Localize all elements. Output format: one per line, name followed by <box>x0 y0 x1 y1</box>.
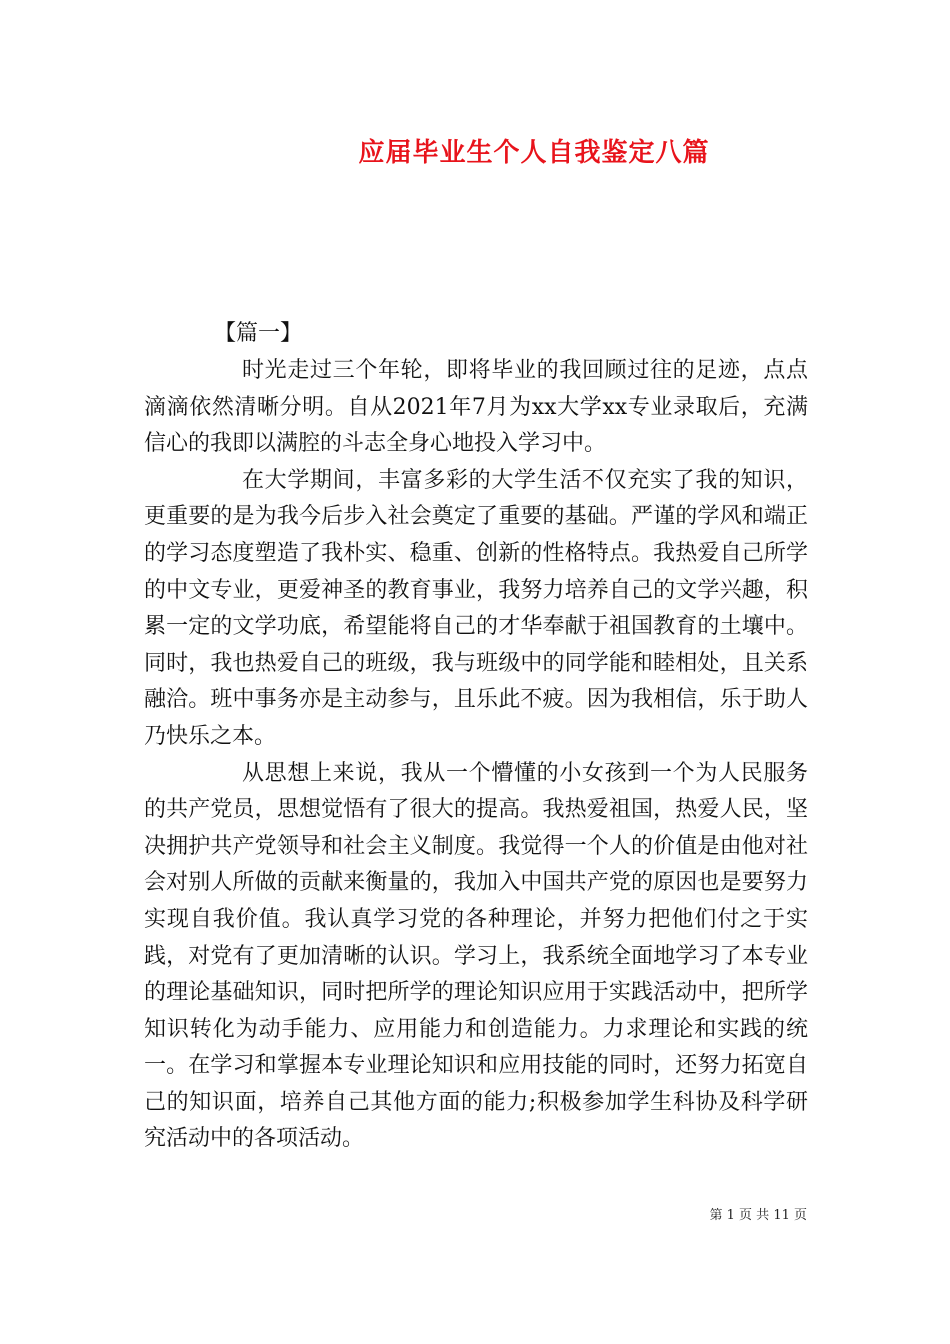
paragraph-2: 在大学期间，丰富多彩的大学生活不仅充实了我的知识，更重要的是为我今后步入社会奠定了重要的基础。严谨的学风和端正的学习态度塑造了我朴实、稳重、创新的性格特点。我热爱自己所学的中文专业，更爱神圣的教育事业，我努力培养自己的文学兴趣，积累一定的文学功底，希望能将自己的才华奉献于祖国教育的土壤中。同时，我也热爱自己的班级，我与班级中的同学能和睦相处，且关系融洽。班中事务亦是主动参与，且乐此不疲。因为我相信，乐于助人乃快乐之本。 <box>144 467 808 749</box>
paragraph-1: 时光走过三个年轮，即将毕业的我回顾过往的足迹，点点滴滴依然清晰分明。自从2021年7月为xx大学xx专业录取后，充满信心的我即以满腔的斗志全身心地投入学习中。 <box>144 358 808 457</box>
section-label: 【篇一】 <box>214 321 303 346</box>
document-body <box>144 316 808 1158</box>
page-number: 第 1 页 共 11 页 <box>709 1208 807 1223</box>
paragraph-3: 从思想上来说，我从一个懵懂的小女孩到一个为人民服务的共产党员，思想觉悟有了很大的提高。我热爱祖国，热爱人民，坚决拥护共产党领导和社会主义制度。我觉得一个人的价值是由他对社会对别人所做的贡献来衡量的，我加入中国共产党的原因也是要努力实现自我价值。我认真学习党的各种理论，并努力把他们付之于实践，对党有了更加清晰的认识。学习上，我系统全面地学习了本专业的理论基础知识，同时把所学的理论知识应用于实践活动中，把所学知识转化为动手能力、应用能力和创造能力。力求理论和实践的统一。在学习和掌握本专业理论知识和应用技能的同时，还努力拓宽自己的知识面，培养自己其他方面的能力;积极参加学生科协及科学研究活动中的各项活动。 <box>144 760 808 1152</box>
document-title: 应届毕业生个人自我鉴定八篇 <box>358 138 710 168</box>
